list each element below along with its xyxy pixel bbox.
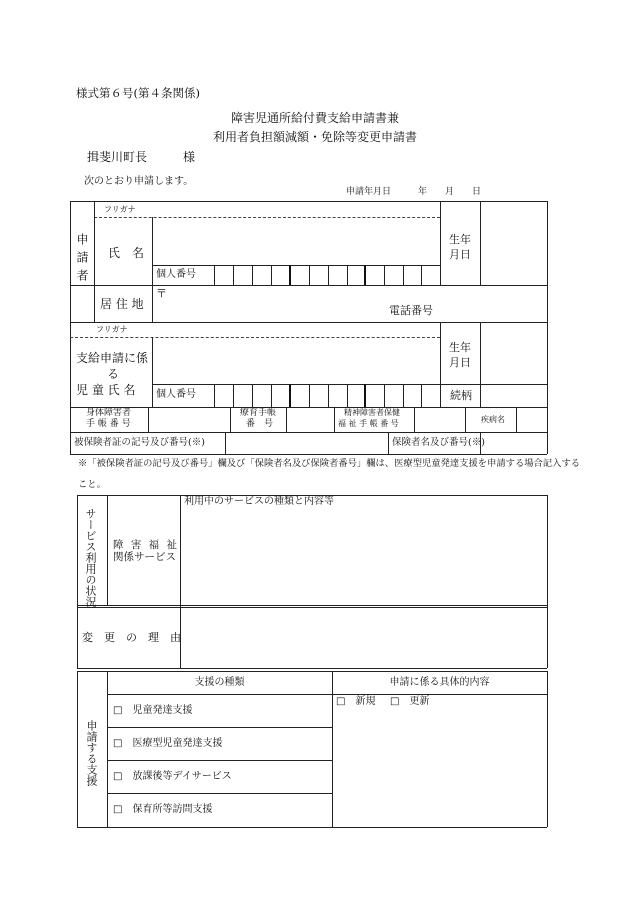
addressee: 揖斐川町長 [87,150,148,164]
child-name-label-line3: 児 童 氏 名 [76,383,136,397]
service-usage-section-label: サービス利用の状況 [84,508,97,607]
service-category-line1: 障 害 福 祉 [113,539,180,551]
applicant-phone-label: 電話番号 [389,304,433,317]
applicant-individual-number-label: 個人番号 [156,269,196,280]
change-reason-label: 変 更 の 理 由 [82,631,181,644]
new-option-checkbox[interactable]: □ 新規 [336,696,376,707]
support-type-option-3[interactable]: □ 放課後等デイサービス [113,771,232,782]
form-title-line2: 利用者負担額減額・免除等変更申請書 [212,130,417,144]
child-birth-label: 生年月日 [449,341,471,369]
intro-text: 次のとおり申請します。 [84,176,194,187]
physical-handbook-field[interactable] [149,408,230,432]
insured-number-label: 被保険者証の記号及び番号(※) [74,437,205,448]
applicant-address-field[interactable] [152,286,547,322]
support-type-option-4[interactable]: □ 保育所等訪問支援 [113,804,213,815]
support-section-label: 申請する支援 [85,720,98,786]
insurer-label: 保険者名及び番号(※) [392,437,485,448]
service-content-header: 利用中のサービスの種類と内容等 [184,496,334,507]
disease-name-label: 疾病名 [481,415,505,424]
insurer-field[interactable] [481,433,547,454]
applicant-furigana-label: フリガナ [104,205,136,214]
disease-name-field[interactable] [517,408,547,432]
child-relation-field[interactable] [481,385,547,407]
applicant-birth-field[interactable] [481,202,547,285]
note-line2: こと。 [78,479,106,490]
service-category-line2: 関係サービス [113,551,176,563]
applicant-address-label: 居 住 地 [100,297,144,311]
applicant-individual-number-field[interactable] [214,266,440,285]
child-individual-number-field[interactable] [214,385,440,407]
rehab-handbook-label-line2: 番 号 [246,419,274,429]
child-name-label-line1: 支給申請に係 [76,351,149,365]
child-name-label-line2: る [107,367,120,381]
support-type-option-2[interactable]: □ 医療型児童発達支援 [113,738,223,749]
rehab-handbook-field[interactable] [287,408,334,432]
applicant-birth-label: 生年月日 [449,233,471,261]
rehab-handbook-label-line1: 療育手帳 [240,408,277,418]
child-name-field[interactable] [152,338,440,384]
child-birth-field[interactable] [481,323,547,384]
service-content-field[interactable] [181,510,547,605]
support-content-header: 申請に係る具体的内容 [389,677,490,688]
honorific: 様 [183,150,196,164]
renew-option-checkbox[interactable]: □ 更新 [390,696,430,707]
mental-handbook-label-line2: 福 祉 手 帳 番 号 [338,419,399,428]
applicant-name-label: 氏 名 [108,246,145,260]
note-line1: ※「被保険者証の記号及び番号」欄及び「保険者名及び保険者番号」欄は、医療型児童発達支援を申請する場合記入する [78,458,581,469]
child-relation-label: 続柄 [450,389,472,402]
physical-handbook-label-line2: 手 帳 番 号 [86,419,131,429]
change-reason-field[interactable] [181,608,547,668]
mental-handbook-label-line1: 精神障害者保健 [344,408,400,417]
applicant-name-field[interactable] [152,219,440,264]
physical-handbook-label-line1: 身体障害者 [86,408,132,418]
form-number: 様式第６号(第４条関係) [76,86,200,100]
insured-number-field[interactable] [226,433,388,454]
applicant-section-label: 申請者 [75,233,89,287]
postal-mark: 〒 [156,287,167,300]
application-date: 申請年月日 年 月 日 [346,187,482,197]
support-type-option-1[interactable]: □ 児童発達支援 [113,705,193,716]
form-title-line1: 障害児通所給付費支給申請書兼 [230,111,399,125]
support-type-header: 支援の種類 [194,677,245,688]
mental-handbook-field[interactable] [415,408,465,432]
child-furigana-label: フリガナ [96,325,128,334]
child-individual-number-label: 個人番号 [156,389,196,400]
